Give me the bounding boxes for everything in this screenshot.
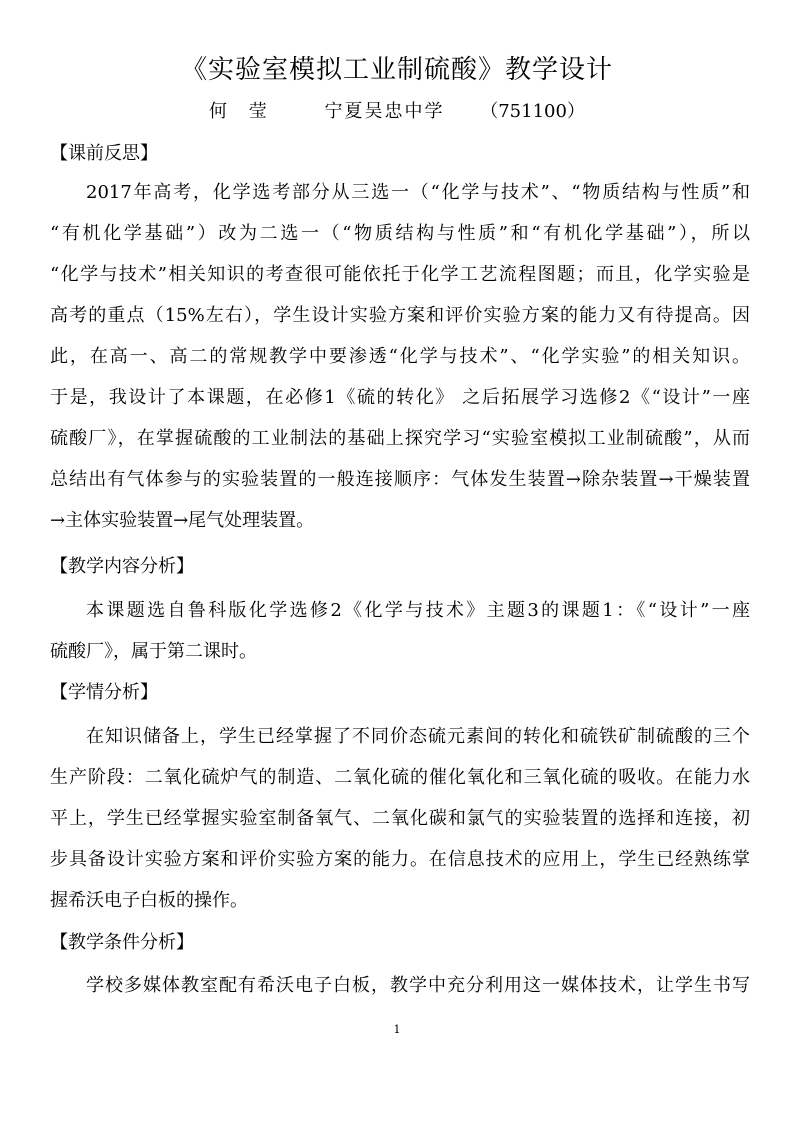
paragraph-line: 2017年高考，化学选考部分从三选一（“化学与技术”、“物质结构与性质”和 xyxy=(86,182,750,203)
author-school: 宁夏吴忠中学 xyxy=(324,101,445,122)
section-heading-pre-class-reflection: 【课前反思】 xyxy=(50,143,158,164)
paragraph-line: 硫酸厂》，在掌握硫酸的工业制法的基础上探究学习“实验室模拟工业制硫酸”，从而 xyxy=(50,428,750,449)
paragraph-line: 握希沃电子白板的操作。 xyxy=(50,890,248,911)
paragraph-line: →主体实验装置→尾气处理装置。 xyxy=(50,510,315,531)
page-number: 1 xyxy=(393,1023,401,1036)
section-body-teaching-conditions xyxy=(50,965,750,1006)
paragraph-line: “有机化学基础”）改为二选一（“物质结构与性质”和“有机化学基础”），所以 xyxy=(50,223,750,244)
paragraph-line: 本课题选自鲁科版化学选修2《化学与技术》主题3的课题1：《“设计”一座 xyxy=(86,600,750,621)
paragraph-line: 此，在高一、高二的常规教学中要渗透“化学与技术”、“化学实验”的相关知识。 xyxy=(50,346,750,367)
paragraph-line: 生产阶段：二氧化硫炉气的制造、二氧化硫的催化氧化和三氧化硫的吸收。在能力水 xyxy=(50,767,750,788)
paragraph-line: 总结出有气体参与的实验装置的一般连接顺序：气体发生装置→除杂装置→干燥装置 xyxy=(50,469,750,490)
paragraph-line: 平上，学生已经掌握实验室制备氧气、二氧化碳和氯气的实验装置的选择和连接，初 xyxy=(50,808,750,829)
document-title: 《实验室模拟工业制硫酸》教学设计 xyxy=(180,55,613,85)
paragraph-line: 高考的重点（15%左右），学生设计实验方案和评价实验方案的能力又有待提高。因 xyxy=(50,305,750,326)
section-heading-teaching-conditions: 【教学条件分析】 xyxy=(50,932,194,953)
section-body-content-analysis xyxy=(50,590,750,672)
paragraph-line: 在知识储备上，学生已经掌握了不同价态硫元素间的转化和硫铁矿制硫酸的三个 xyxy=(86,726,750,747)
author-postcode: （751100） xyxy=(480,101,585,122)
author-line xyxy=(0,96,794,128)
author-name: 何 莹 xyxy=(209,101,275,122)
paragraph-line: “化学与技术”相关知识的考查很可能依托于化学工艺流程图题；而且，化学实验是 xyxy=(50,264,750,285)
paragraph-line: 硫酸厂》，属于第二课时。 xyxy=(50,641,257,662)
paragraph-line: 学校多媒体教室配有希沃电子白板，教学中充分利用这一媒体技术，让学生书写 xyxy=(86,975,750,996)
section-heading-student-analysis: 【学情分析】 xyxy=(50,682,158,703)
section-body-student-analysis xyxy=(50,716,750,921)
section-body-pre-class-reflection xyxy=(50,172,750,541)
paragraph-line: 于是，我设计了本课题，在必修1《硫的转化》 之后拓展学习选修2《“设计”一座 xyxy=(50,387,750,408)
paragraph-line: 步具备设计实验方案和评价实验方案的能力。在信息技术的应用上，学生已经熟练掌 xyxy=(50,849,750,870)
section-heading-content-analysis: 【教学内容分析】 xyxy=(50,556,194,577)
